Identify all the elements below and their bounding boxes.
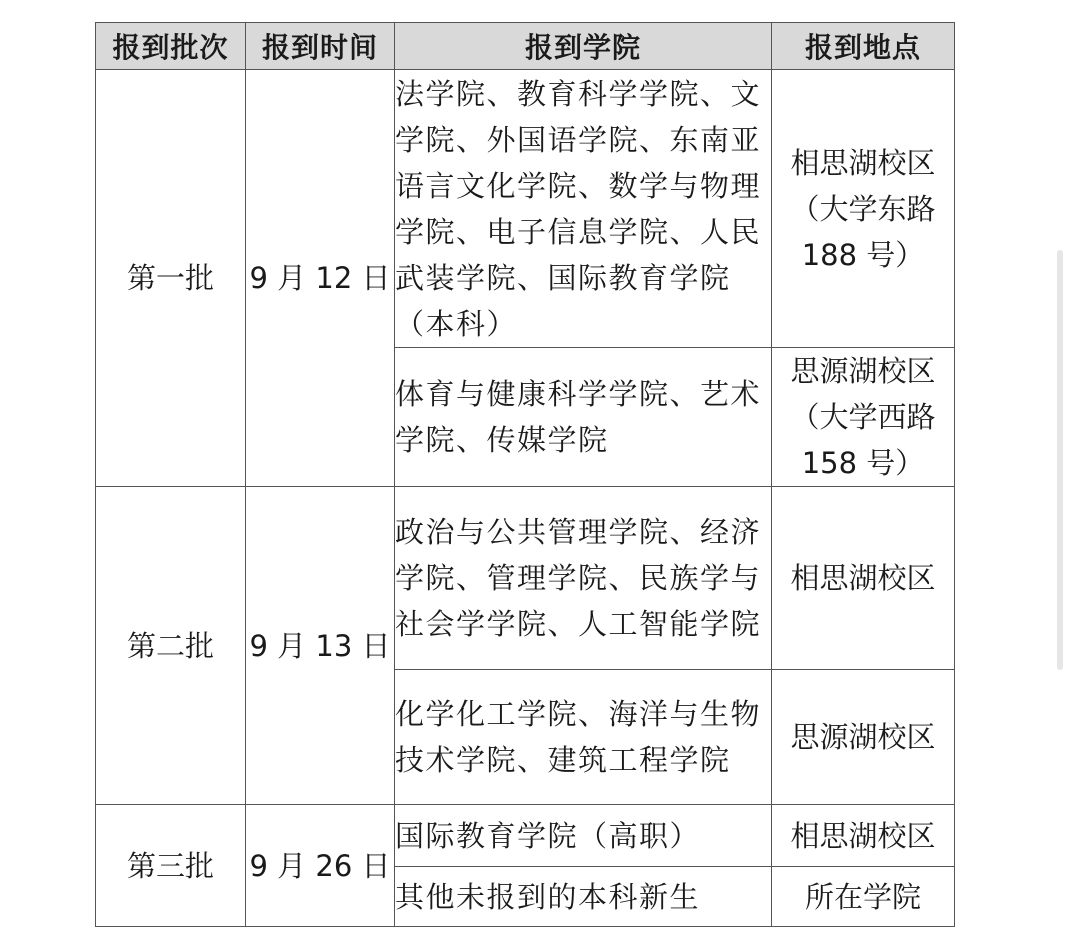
place-line: （大学东路 <box>790 191 936 226</box>
place-line: 相思湖校区 <box>790 818 936 853</box>
place-line: 思源湖校区 <box>790 720 936 754</box>
place-line: 所在学院 <box>804 879 921 914</box>
date-cell: 9 月 26 日 <box>246 805 395 927</box>
date-cell: 9 月 12 日 <box>246 70 395 487</box>
table-row <box>96 487 955 670</box>
table-row <box>96 805 955 867</box>
college-cell: 化学化工学院、海洋与生物技术学院、建筑工程学院 <box>395 670 772 805</box>
scrollbar[interactable] <box>1057 250 1063 670</box>
header-place: 报到地点 <box>772 23 955 70</box>
place-line: （大学西路 <box>790 400 936 434</box>
place-cell <box>772 867 955 927</box>
college-cell: 国际教育学院（高职） <box>395 805 772 867</box>
place-cell <box>772 487 955 670</box>
date-cell: 9 月 13 日 <box>246 487 395 805</box>
registration-schedule-table <box>95 22 955 927</box>
college-cell: 法学院、教育科学学院、文学院、外国语学院、东南亚语言文化学院、数学与物理学院、电子信息学院、人民武装学院、国际教育学院（本科） <box>395 70 772 348</box>
table-header-row <box>96 23 955 70</box>
place-line: 相思湖校区 <box>790 145 936 180</box>
place-line: 188 号） <box>801 237 925 272</box>
header-batch: 报到批次 <box>96 23 246 70</box>
college-cell: 其他未报到的本科新生 <box>395 867 772 927</box>
batch-cell: 第三批 <box>96 805 246 927</box>
place-cell <box>772 805 955 867</box>
college-cell: 政治与公共管理学院、经济学院、管理学院、民族学与社会学学院、人工智能学院 <box>395 487 772 670</box>
place-line: 158 号） <box>801 446 925 480</box>
college-cell: 体育与健康科学学院、艺术学院、传媒学院 <box>395 348 772 487</box>
place-line: 思源湖校区 <box>790 354 936 388</box>
batch-cell: 第一批 <box>96 70 246 487</box>
table-row <box>96 70 955 348</box>
place-cell <box>772 348 955 487</box>
place-cell <box>772 670 955 805</box>
header-college: 报到学院 <box>395 23 772 70</box>
place-cell <box>772 70 955 348</box>
batch-cell: 第二批 <box>96 487 246 805</box>
place-line: 相思湖校区 <box>790 561 936 595</box>
header-time: 报到时间 <box>246 23 395 70</box>
